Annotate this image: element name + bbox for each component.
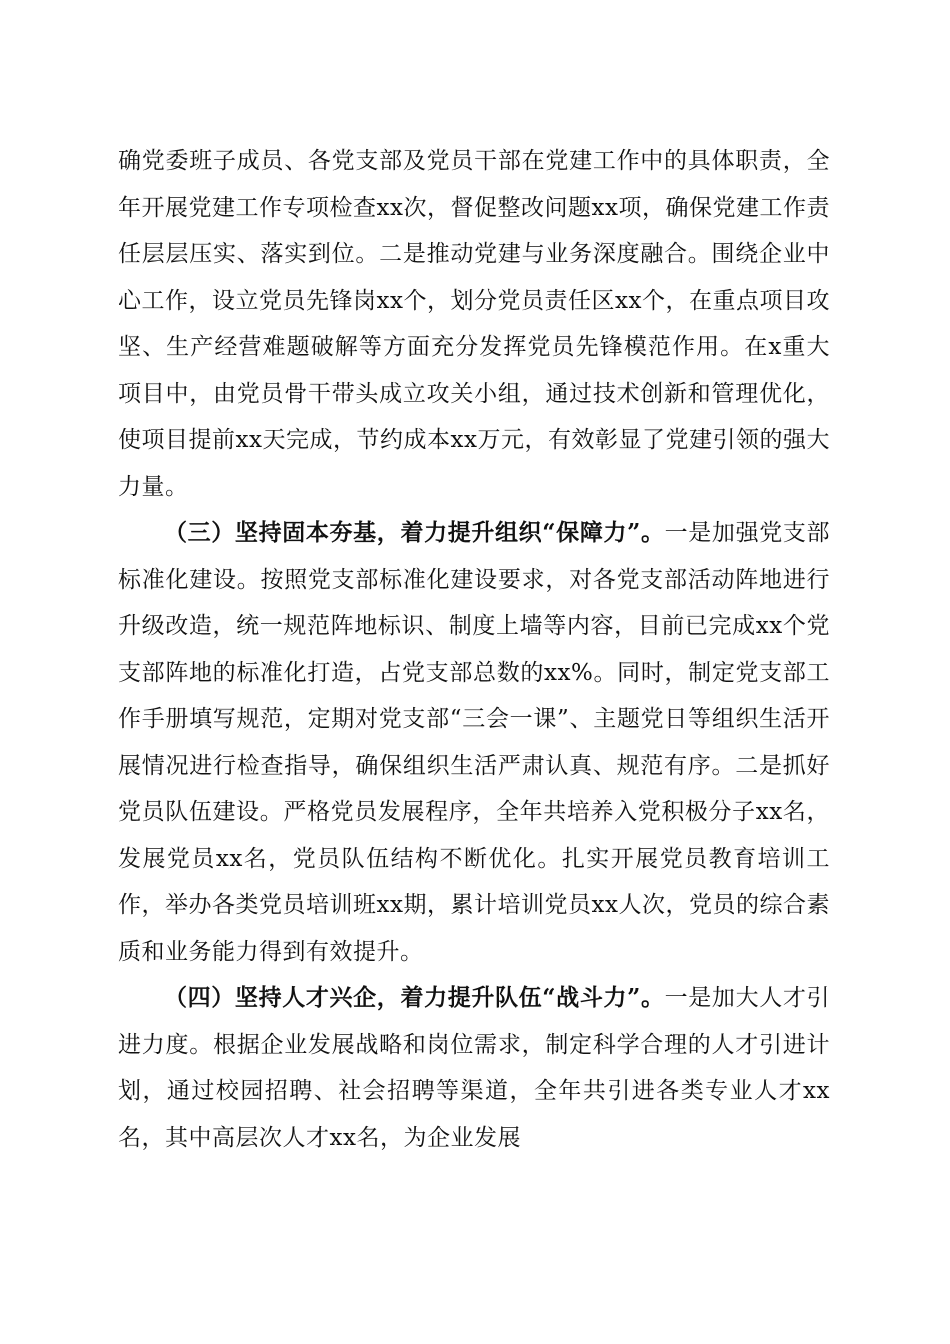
- paragraph-text: 一是加大人才引进力度。根据企业发展战略和岗位需求，制定科学合理的人才引进计划，通过校园招聘、社会招聘等渠道，全年共引进各类专业人才xx名，其中高层次人才xx名，为企业发展: [118, 985, 831, 1151]
- section-heading-3: （三）坚持固本夯基，着力提升组织“保障力”。: [164, 519, 665, 546]
- paragraph-section-3: [118, 510, 830, 975]
- section-heading-4: （四）坚持人才兴企，着力提升队伍“战斗力”。: [164, 984, 665, 1011]
- paragraph-text: 一是加强党支部标准化建设。按照党支部标准化建设要求，对各党支部活动阵地进行升级改造，统一规范阵地标识、制度上墙等内容，目前已完成xx个党支部阵地的标准化打造，占党支部总数的xx%。同时，制定党支部工作手册填写规范，定期对党支部“三会一课”、主题党日等组织生活开展情况进行检查指导，确保组织生活严肃认真、规范有序。二是抓好党员队伍建设。严格党员发展程序，全年共培养入党积极分子xx名，发展党员xx名，党员队伍结构不断优化。扎实开展党员教育培训工作，举办各类党员培训班xx期，累计培训党员xx人次，党员的综合素质和业务能力得到有效提升。: [118, 520, 831, 965]
- document-body: [118, 138, 830, 1161]
- paragraph-text: 确党委班子成员、各党支部及党员干部在党建工作中的具体职责，全年开展党建工作专项检查xx次，督促整改问题xx项，确保党建工作责任层层压实、落实到位。二是推动党建与业务深度融合。围绕企业中心工作，设立党员先锋岗xx个，划分党员责任区xx个，在重点项目攻坚、生产经营难题破解等方面充分发挥党员先锋模范作用。在x重大项目中，由党员骨干带头成立攻关小组，通过技术创新和管理优化，使项目提前xx天完成，节约成本xx万元，有效彰显了党建引领的强大力量。: [118, 148, 830, 500]
- paragraph-section-4: [118, 975, 830, 1161]
- paragraph-continuation: [118, 138, 830, 510]
